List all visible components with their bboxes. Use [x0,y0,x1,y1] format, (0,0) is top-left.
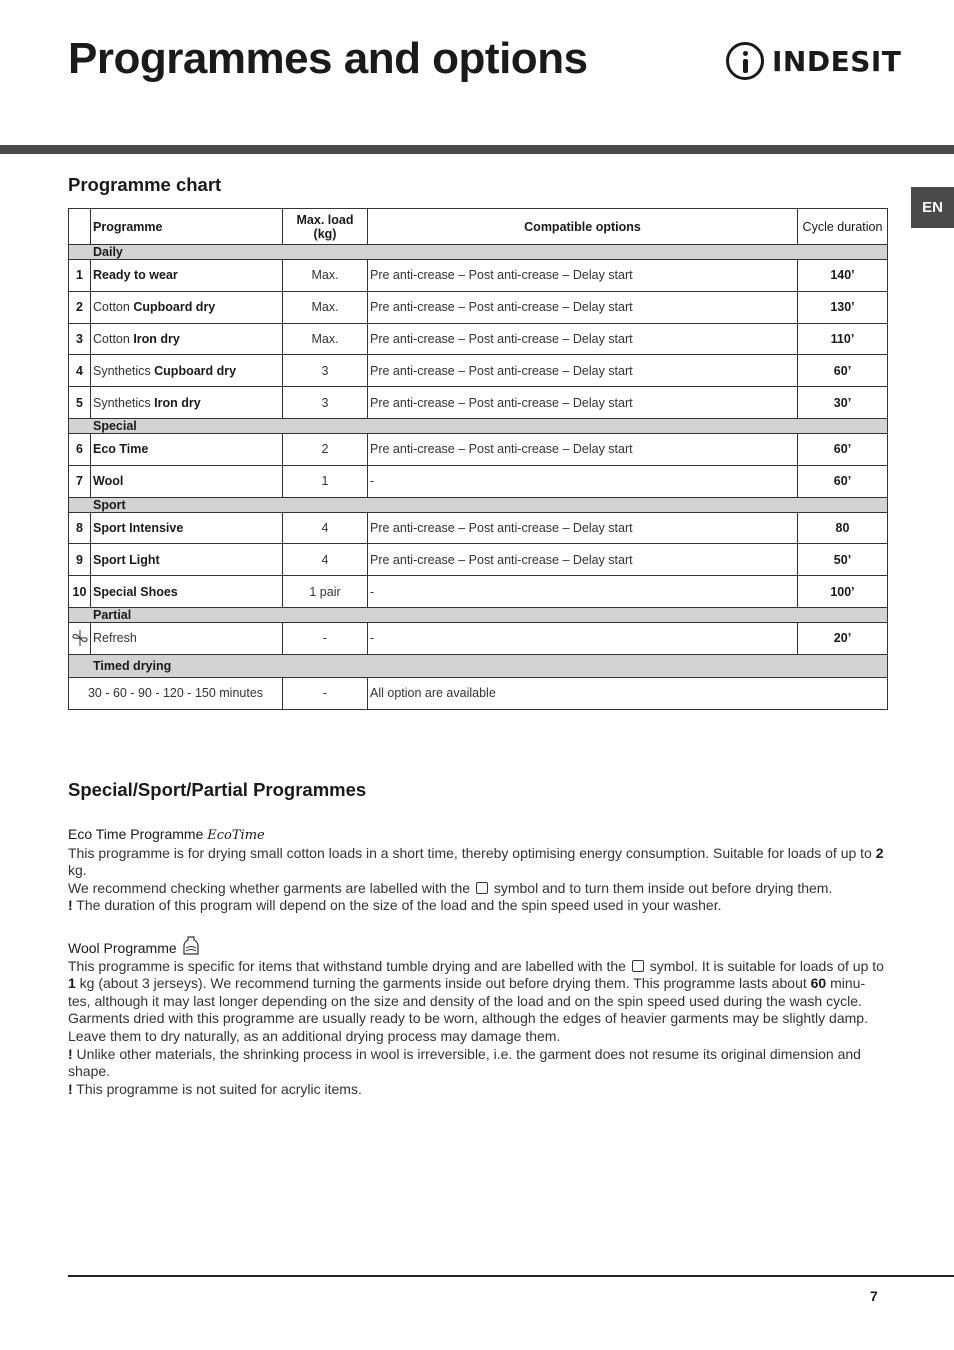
compatible-options: Pre anti-crease – Post anti-crease – Delay start [368,355,798,387]
programme-number: 1 [69,260,91,292]
table-row [69,433,888,465]
eco-text-symbol: symbol and to turn them inside out before drying them. [493,879,833,896]
timed-drying-row [69,677,888,709]
max-load-value: 2 [283,433,368,465]
programme-name [91,291,283,323]
eco-warning-text: The duration of this program will depend on the size of the load and the spin speed used in your washer. [72,897,722,914]
wool-section [68,936,886,1098]
programme-fabric: Cotton [93,331,134,346]
max-load-value: - [283,622,368,654]
eco-time-paragraph-2 [68,880,886,898]
page-number: 7 [870,1288,878,1304]
table-row [69,260,888,292]
group-row-special [69,418,888,433]
eco-text-label: We recommend checking whether garments are labelled with the [68,879,471,896]
wool-warning-1 [68,1046,886,1081]
programme-name [91,544,283,576]
wool-text-a: This programme is specific for items that withstand tumble drying and are labelled with the [68,957,626,974]
group-label: Special [69,418,888,433]
max-load-value: Max. [283,291,368,323]
programme-name [91,576,283,608]
programme-number: 7 [69,465,91,497]
max-load-value: 4 [283,544,368,576]
column-header-max-load: Max. load (kg) [283,209,368,245]
header-rule [0,145,954,154]
programme-number: 6 [69,433,91,465]
warning-mark: ! [68,897,73,914]
group-label: Daily [69,245,888,260]
programme-name [91,387,283,419]
max-load-value: - [283,677,368,709]
eco-text-c: kg. [68,862,87,879]
table-row [69,465,888,497]
programme-name [91,465,283,497]
programme-name: Refresh [91,622,283,654]
programme-name [91,512,283,544]
group-label: Partial [69,607,888,622]
cycle-duration: 60’ [798,355,888,387]
footer-rule [68,1275,954,1277]
refresh-icon [71,629,89,647]
max-load-value: 3 [283,355,368,387]
programme-name [91,433,283,465]
group-label: Sport [69,497,888,512]
programme-title: Special Shoes [93,584,178,599]
refresh-icon-cell [69,622,91,654]
header-number-cell [69,209,91,245]
wool-text-d: kg (about 3 jerseys). We recommend turning the garments inside out before drying them. This programme lasts about [75,975,811,992]
programme-title: Sport Intensive [93,520,184,535]
table-row [69,355,888,387]
programme-number: 2 [69,291,91,323]
brand-name: INDESIT [772,44,902,78]
warning-mark: ! [68,1045,73,1062]
cycle-duration: 20’ [798,622,888,654]
compatible-options: Pre anti-crease – Post anti-crease – Delay start [368,291,798,323]
timed-drying-range: 30 - 60 - 90 - 120 - 150 minutes [69,677,283,709]
cycle-duration: 30’ [798,387,888,419]
brand-logo [726,40,901,82]
programme-title: Wool [93,474,124,489]
programme-number: 5 [69,387,91,419]
language-tab: EN [911,187,954,228]
page-title: Programmes and options [68,34,588,83]
max-load-value: Max. [283,260,368,292]
eco-time-paragraph-1 [68,845,886,880]
wool-warning-text-1: Unlike other materials, the shrinking process in wool is irreversible, i.e. the garment does not resume its original dimension and shape. [68,1045,861,1080]
compatible-options: Pre anti-crease – Post anti-crease – Delay start [368,544,798,576]
wool-load-value: 1 [68,975,76,992]
wool-title [68,936,886,958]
programme-table [68,208,888,710]
group-row-timed [69,654,888,677]
max-load-value: 1 pair [283,576,368,608]
compatible-options: Pre anti-crease – Post anti-crease – Delay start [368,387,798,419]
programme-title: Iron dry [133,331,180,346]
tumble-dry-symbol-icon [632,960,644,972]
programme-fabric: Synthetics [93,395,155,410]
compatible-options: All option are available [368,677,888,709]
special-programmes-heading: Special/Sport/Partial Programmes [68,779,367,800]
cycle-duration: 100’ [798,576,888,608]
max-load-value: 1 [283,465,368,497]
compatible-options: - [368,465,798,497]
eco-text-a: This programme is for drying small cotton loads in a short time, thereby optimising energy consumption. Suitable for loads of up to [68,844,876,861]
programme-fabric: Cotton [93,300,134,315]
max-load-value: 3 [283,387,368,419]
table-row [69,576,888,608]
eco-time-section [68,826,886,915]
warning-mark: ! [68,1080,73,1097]
wool-warning-2 [68,1081,886,1099]
programme-number: 8 [69,512,91,544]
wool-paragraph-1 [68,958,886,1046]
programme-title: Cupboard dry [154,363,237,378]
tumble-dry-symbol-icon [476,882,488,894]
compatible-options: - [368,576,798,608]
table-row [69,387,888,419]
cycle-duration: 110’ [798,323,888,355]
logo-mark-icon [726,42,764,80]
programme-number: 10 [69,576,91,608]
column-header-options: Compatible options [368,209,798,245]
cycle-duration: 50’ [798,544,888,576]
table-row [69,512,888,544]
programme-title: Cupboard dry [133,300,216,315]
programme-name [91,260,283,292]
compatible-options: Pre anti-crease – Post anti-crease – Delay start [368,512,798,544]
table-row [69,291,888,323]
compatible-options: Pre anti-crease – Post anti-crease – Delay start [368,323,798,355]
eco-time-warning [68,897,886,915]
table-row [69,622,888,654]
cycle-duration: 140’ [798,260,888,292]
wool-title-text: Wool Programme [68,940,177,956]
cycle-duration: 60’ [798,465,888,497]
programme-fabric: Synthetics [93,363,155,378]
cycle-duration: 80 [798,512,888,544]
table-row [69,323,888,355]
table-header-row [69,209,888,245]
group-row-daily [69,245,888,260]
cycle-duration: 60’ [798,433,888,465]
programme-title: Eco Time [93,442,149,457]
programme-number: 3 [69,323,91,355]
group-row-partial [69,607,888,622]
group-label: Timed drying [69,654,888,677]
wool-icon [181,936,201,956]
table-row [69,544,888,576]
programme-chart-heading: Programme chart [68,174,222,195]
wool-text-f: minu-tes, although it may last longer depending on the size and density of the load and on the spin speed used during the wash cycle. Garments dried with this programme are usually ready to be worn, although the edges of heavier garments may be slightly damp. Leave them to dry naturally, as an additional drying process may damage them. [68,975,868,1044]
group-row-sport [69,497,888,512]
compatible-options: Pre anti-crease – Post anti-crease – Delay start [368,433,798,465]
programme-name [91,323,283,355]
wool-duration-value: 60 [810,975,827,992]
wool-warning-text-2: This programme is not suited for acrylic items. [72,1080,362,1097]
programme-name [91,355,283,387]
eco-time-script-logo: EcoTime [207,828,265,843]
programme-number: 4 [69,355,91,387]
programme-title: Iron dry [154,395,201,410]
compatible-options: - [368,622,798,654]
programme-title: Sport Light [93,552,160,567]
compatible-options: Pre anti-crease – Post anti-crease – Delay start [368,260,798,292]
column-header-duration: Cycle duration [798,209,888,245]
eco-time-title-text: Eco Time Programme [68,826,204,842]
max-load-value: Max. [283,323,368,355]
programme-title: Ready to wear [93,268,178,283]
programme-number: 9 [69,544,91,576]
wool-text-b: symbol. It is suitable for loads of up to [649,957,884,974]
max-load-value: 4 [283,512,368,544]
column-header-programme: Programme [91,209,283,245]
eco-load-value: 2 [875,844,884,861]
eco-time-title [68,826,886,845]
cycle-duration: 130’ [798,291,888,323]
